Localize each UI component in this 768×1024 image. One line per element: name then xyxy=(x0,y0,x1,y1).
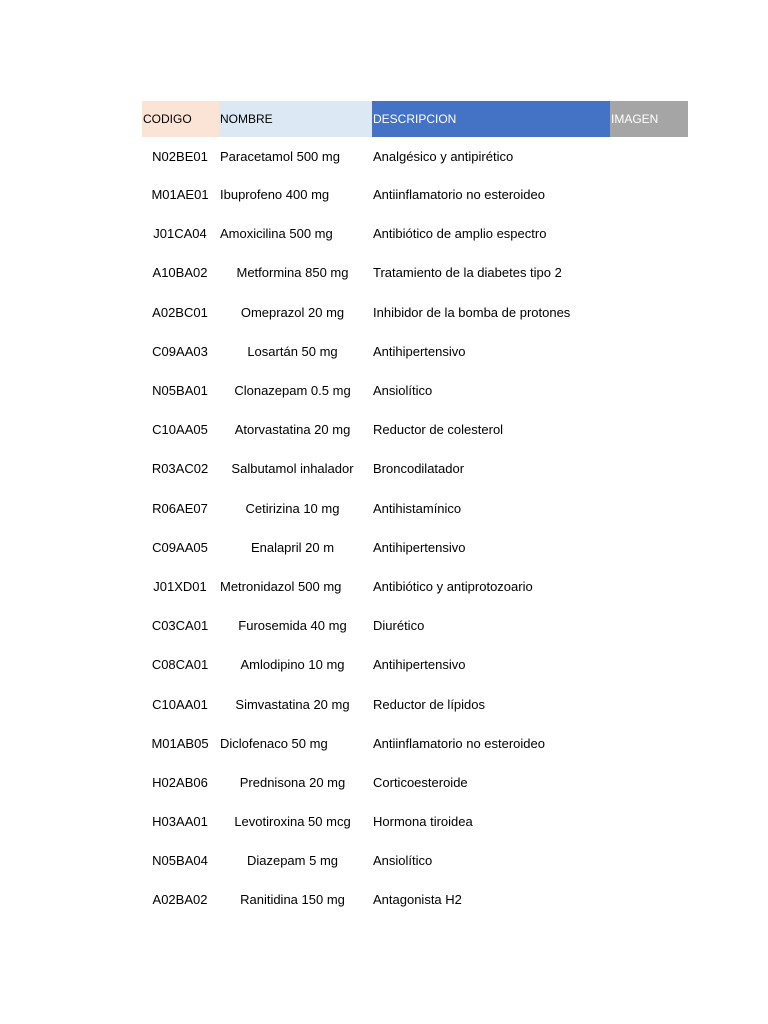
cell-codigo[interactable]: C09AA05 xyxy=(152,539,208,555)
cell-descripcion[interactable]: Inhibidor de la bomba de protones xyxy=(373,304,571,320)
table-row xyxy=(142,606,688,645)
cell-descripcion[interactable]: Ansiolítico xyxy=(373,853,433,869)
header-descripcion[interactable] xyxy=(372,101,610,137)
table-row xyxy=(142,175,688,214)
cell-descripcion[interactable]: Tratamiento de la diabetes tipo 2 xyxy=(373,265,562,281)
table-row xyxy=(142,410,688,449)
cell-nombre[interactable]: Losartán 50 mg xyxy=(247,343,338,359)
cell-nombre[interactable]: Furosemida 40 mg xyxy=(238,618,347,634)
cell-nombre[interactable]: Ranitidina 150 mg xyxy=(240,892,345,908)
table-body xyxy=(142,137,688,920)
table-row xyxy=(142,763,688,802)
cell-nombre[interactable]: Enalapril 20 m xyxy=(250,539,335,555)
cell-descripcion[interactable]: Antiinflamatorio no esteroideo xyxy=(373,187,545,203)
cell-codigo[interactable]: A02BC01 xyxy=(152,304,208,320)
cell-nombre[interactable]: Salbutamol inhalador xyxy=(231,461,354,477)
cell-descripcion[interactable]: Corticoesteroide xyxy=(373,774,468,790)
cell-codigo[interactable]: C10AA05 xyxy=(152,422,208,438)
table-row xyxy=(142,880,688,919)
cell-codigo[interactable]: R03AC02 xyxy=(151,461,209,477)
cell-codigo[interactable]: C10AA01 xyxy=(152,696,208,712)
cell-descripcion[interactable]: Antibiótico de amplio espectro xyxy=(373,226,547,242)
cell-nombre[interactable]: Amlodipino 10 mg xyxy=(240,657,345,673)
cell-descripcion[interactable]: Antibiótico y antiprotozoario xyxy=(373,578,533,594)
cell-descripcion[interactable]: Ansiolítico xyxy=(373,383,433,399)
table-row xyxy=(142,684,688,723)
header-imagen[interactable] xyxy=(610,101,688,137)
cell-descripcion[interactable]: Antihipertensivo xyxy=(373,343,466,359)
cell-codigo[interactable]: H03AA01 xyxy=(152,814,208,830)
cell-descripcion[interactable]: Antihistamínico xyxy=(373,500,462,516)
cell-codigo[interactable]: R06AE07 xyxy=(152,500,208,516)
cell-nombre[interactable]: Clonazepam 0.5 mg xyxy=(234,383,351,399)
cell-nombre[interactable]: Simvastatina 20 mg xyxy=(235,696,350,712)
table-row xyxy=(142,449,688,488)
cell-descripcion[interactable]: Hormona tiroidea xyxy=(373,814,473,830)
cell-descripcion[interactable]: Reductor de colesterol xyxy=(373,422,504,438)
table-row xyxy=(142,253,688,292)
cell-codigo[interactable]: C08CA01 xyxy=(151,657,209,673)
cell-codigo[interactable]: N05BA01 xyxy=(152,383,208,399)
cell-nombre[interactable]: Amoxicilina 500 mg xyxy=(220,226,333,242)
cell-nombre[interactable]: Diclofenaco 50 mg xyxy=(220,735,328,751)
cell-nombre[interactable]: Omeprazol 20 mg xyxy=(240,304,345,320)
table-row xyxy=(142,214,688,253)
table-row xyxy=(142,293,688,332)
cell-codigo[interactable]: A02BA02 xyxy=(152,892,208,908)
cell-codigo[interactable]: C03CA01 xyxy=(151,618,209,634)
table-row xyxy=(142,567,688,606)
cell-nombre[interactable]: Atorvastatina 20 mg xyxy=(234,422,351,438)
cell-descripcion[interactable]: Antiinflamatorio no esteroideo xyxy=(373,735,545,751)
table-header-row xyxy=(142,101,688,137)
cell-descripcion[interactable]: Diurético xyxy=(373,618,425,634)
medication-table xyxy=(142,101,688,920)
table-row xyxy=(142,489,688,528)
header-nombre[interactable] xyxy=(219,101,372,137)
cell-nombre[interactable]: Ibuprofeno 400 mg xyxy=(220,187,330,203)
cell-codigo[interactable]: N05BA04 xyxy=(152,853,208,869)
table-row xyxy=(142,332,688,371)
table-row xyxy=(142,724,688,763)
cell-descripcion[interactable]: Antagonista H2 xyxy=(373,892,462,908)
table-row xyxy=(142,137,688,175)
cell-nombre[interactable]: Metronidazol 500 mg xyxy=(220,578,342,594)
cell-nombre[interactable]: Cetirizina 10 mg xyxy=(245,500,340,516)
cell-codigo[interactable]: J01CA04 xyxy=(153,226,207,242)
header-codigo-label: CODIGO xyxy=(143,112,192,126)
table-row xyxy=(142,841,688,880)
cell-descripcion[interactable]: Broncodilatador xyxy=(373,461,465,477)
table-row xyxy=(142,528,688,567)
cell-nombre[interactable]: Diazepam 5 mg xyxy=(246,853,339,869)
cell-nombre[interactable]: Levotiroxina 50 mcg xyxy=(234,814,351,830)
cell-descripcion[interactable]: Analgésico y antipirético xyxy=(373,148,514,164)
header-descripcion-label: DESCRIPCION xyxy=(373,112,457,126)
cell-descripcion[interactable]: Reductor de lípidos xyxy=(373,696,486,712)
cell-nombre[interactable]: Paracetamol 500 mg xyxy=(220,148,340,164)
cell-codigo[interactable]: N02BE01 xyxy=(152,148,208,164)
cell-codigo[interactable]: C09AA03 xyxy=(152,343,208,359)
table-row xyxy=(142,645,688,684)
cell-codigo[interactable]: M01AB05 xyxy=(151,735,209,751)
cell-codigo[interactable]: J01XD01 xyxy=(153,578,207,594)
cell-descripcion[interactable]: Antihipertensivo xyxy=(373,657,466,673)
cell-codigo[interactable]: M01AE01 xyxy=(151,187,209,203)
cell-descripcion[interactable]: Antihipertensivo xyxy=(373,539,466,555)
table-row xyxy=(142,802,688,841)
header-nombre-label: NOMBRE xyxy=(220,112,273,126)
cell-nombre[interactable]: Metformina 850 mg xyxy=(236,265,349,281)
header-imagen-label: IMAGEN xyxy=(611,112,659,126)
table-row xyxy=(142,371,688,410)
header-codigo[interactable] xyxy=(142,101,219,137)
cell-nombre[interactable]: Prednisona 20 mg xyxy=(239,774,346,790)
cell-codigo[interactable]: H02AB06 xyxy=(152,774,208,790)
cell-codigo[interactable]: A10BA02 xyxy=(152,265,208,281)
